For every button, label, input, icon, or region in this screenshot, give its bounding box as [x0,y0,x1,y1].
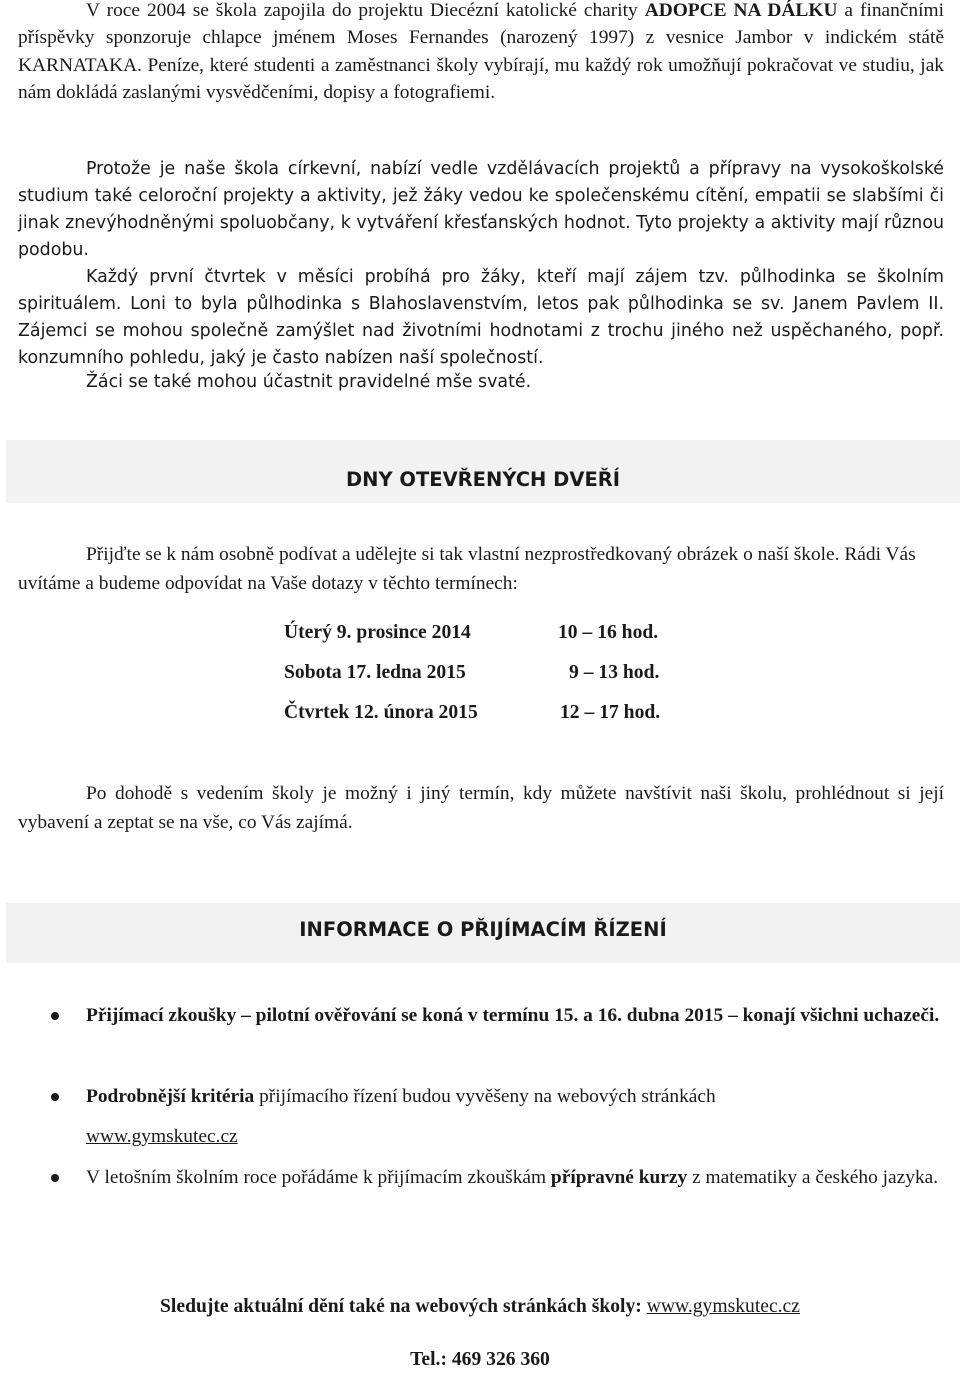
mass-paragraph: Žáci se také mohou účastnit pravidelné mše svaté. [86,372,532,392]
admission-banner [6,903,960,963]
follow-text: Sledujte aktuální dění také na webových stránkách školy: [160,1296,647,1317]
other-date-paragraph: Po dohodě s vedením školy je možný i jiný termín, kdy můžete navštívit naši školu, prohlédnout si její vybavení a zeptat se na vše, co Vás zajímá. [18,783,944,833]
adoption-paragraph [18,0,944,106]
schedule-time: 10 – 16 hod. [558,622,659,643]
admission-bullet-courses [86,1158,944,1198]
schedule-date: Sobota 17. ledna 2015 [284,662,466,683]
courses-text-end: z matematiky a českého jazyka. [687,1167,939,1188]
open-days-invitation: Přijďte se k nám osobně podívat a udělejte si tak vlastní nezprostředkovaný obrázek o naší škole. Rádi Vás uvítáme a budeme odpovídat na Vaše dotazy v těchto termínech: [18,544,916,594]
admission-heading: INFORMACE O PŘIJÍMACÍM ŘÍZENÍ [299,918,667,941]
schedule-date: Úterý 9. prosince 2014 [284,622,471,643]
spiritual-half-hour-paragraph: Každý první čtvrtek v měsíci probíhá pro žáky, kteří mají zájem tzv. půlhodinka se školním spirituálem. Loni to byla půlhodinka s Blahoslavenstvím, letos pak půlhodinka se sv. Janem Pavlem II. Zájemci se mohou společně zamýšlet nad životními hodnotami z trochu jiného než uspěchaného, popř. konzumního pohledu, jaký je často nabízen naší společností. [18,267,944,368]
criteria-text: přijímacího řízení budou vyvěšeny na webových stránkách [254,1086,716,1107]
criteria-bold-text: Podrobnější kritéria [86,1086,255,1107]
courses-text-start: V letošním školním roce pořádáme k přijímacím zkouškám [86,1167,551,1188]
adoption-project-name: ADOPCE NA DÁLKU [644,0,838,21]
admission-bullet-exams [86,996,944,1036]
courses-bold-text: přípravné kurzy [550,1167,688,1188]
bullet-icon [51,1093,59,1101]
exam-info-text: Přijímací zkoušky – pilotní ověřování se koná v termínu 15. a 16. dubna 2015 – konají všichni uchazeči. [86,1005,940,1026]
school-website-link[interactable]: www.gymskutec.cz [86,1126,238,1147]
admission-bullet-criteria [86,1077,944,1157]
adoption-text-end: a finančními příspěvky sponzoruje chlapce jménem Moses Fernandes (narozený 1997) z vesnice Jambor v indickém státě KARNATAKA. Peníze, které studenti a zaměstnanci školy vybírají, mu každý rok umožňují pokračovat ve studiu, jak nám dokládá zaslanými vysvědčeními, dopisy a fotografiemi. [18,0,944,103]
phone-number: Tel.: 469 326 360 [410,1349,550,1370]
footer-website-link[interactable]: www.gymskutec.cz [646,1296,800,1317]
follow-website-line [0,1296,960,1318]
open-days-heading: DNY OTEVŘENÝCH DVEŘÍ [345,468,621,491]
schedule-date: Čtvrtek 12. února 2015 [284,702,478,723]
schedule-time: 9 – 13 hod. [569,662,660,683]
church-school-paragraph: Protože je naše škola církevní, nabízí vedle vzdělávacích projektů a přípravy na vysokoškolské studium také celoroční projekty a aktivity, jež žáky vedou ke společenskému cítění, empatii se slabšími či jinak znevýhodněnými spoluobčany, k vytváření křesťanských hodnot. Tyto projekty a aktivity mají různou podobu. [18,159,944,260]
schedule-time: 12 – 17 hod. [560,702,661,723]
open-days-banner [6,440,960,503]
bullet-icon [51,1174,59,1182]
adoption-text-start: V roce 2004 se škola zapojila do projektu Diecézní katolické charity [86,0,645,21]
bullet-icon [51,1012,59,1020]
